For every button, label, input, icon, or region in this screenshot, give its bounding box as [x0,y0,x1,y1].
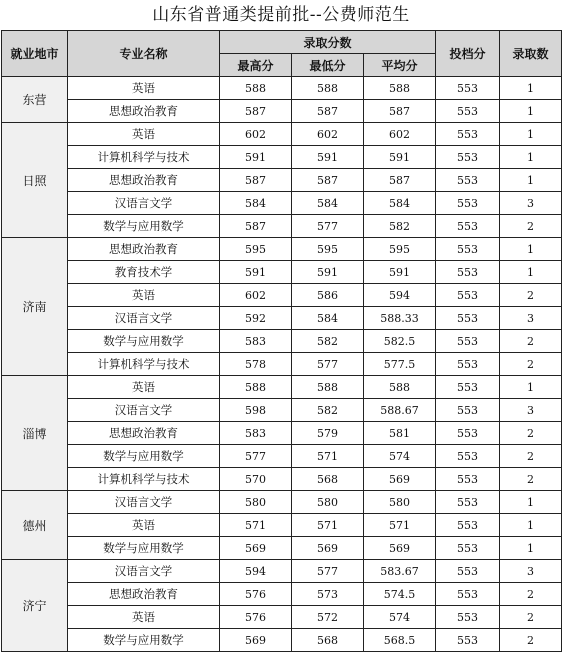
avg-score-cell: 574.5 [364,583,436,606]
major-cell: 汉语言文学 [68,399,220,422]
avg-score-cell: 582.5 [364,330,436,353]
table-row [2,215,562,238]
major-cell: 思想政治教育 [68,100,220,123]
header-major: 专业名称 [68,31,220,77]
avg-score-cell: 583.67 [364,560,436,583]
min-score-cell: 579 [292,422,364,445]
major-cell: 英语 [68,123,220,146]
major-cell: 计算机科学与技术 [68,146,220,169]
table-row [2,330,562,353]
major-cell: 数学与应用数学 [68,629,220,652]
avg-score-cell: 591 [364,261,436,284]
avg-score-cell: 581 [364,422,436,445]
table-row [2,399,562,422]
file-score-cell: 553 [436,445,500,468]
max-score-cell: 591 [220,146,292,169]
table-row [2,468,562,491]
max-score-cell: 587 [220,215,292,238]
max-score-cell: 592 [220,307,292,330]
max-score-cell: 591 [220,261,292,284]
admit-count-cell: 1 [500,146,562,169]
max-score-cell: 594 [220,560,292,583]
admit-count-cell: 2 [500,330,562,353]
file-score-cell: 553 [436,238,500,261]
table-row [2,629,562,652]
avg-score-cell: 594 [364,284,436,307]
max-score-cell: 587 [220,169,292,192]
admit-count-cell: 2 [500,606,562,629]
avg-score-cell: 574 [364,606,436,629]
major-cell: 数学与应用数学 [68,215,220,238]
admit-count-cell: 1 [500,537,562,560]
major-cell: 计算机科学与技术 [68,353,220,376]
admit-count-cell: 3 [500,192,562,215]
major-cell: 数学与应用数学 [68,330,220,353]
min-score-cell: 577 [292,353,364,376]
header-max: 最高分 [220,54,292,77]
major-cell: 英语 [68,376,220,399]
major-cell: 汉语言文学 [68,192,220,215]
file-score-cell: 553 [436,468,500,491]
min-score-cell: 591 [292,261,364,284]
max-score-cell: 602 [220,284,292,307]
file-score-cell: 553 [436,146,500,169]
city-cell: 日照 [2,123,68,238]
max-score-cell: 569 [220,629,292,652]
file-score-cell: 553 [436,215,500,238]
max-score-cell: 577 [220,445,292,468]
admission-score-table [1,30,562,652]
major-cell: 英语 [68,77,220,100]
avg-score-cell: 569 [364,468,436,491]
avg-score-cell: 588.67 [364,399,436,422]
file-score-cell: 553 [436,77,500,100]
admit-count-cell: 1 [500,238,562,261]
avg-score-cell: 569 [364,537,436,560]
max-score-cell: 587 [220,100,292,123]
max-score-cell: 588 [220,77,292,100]
table-row [2,100,562,123]
max-score-cell: 584 [220,192,292,215]
table-body [2,77,562,652]
admit-count-cell: 2 [500,445,562,468]
avg-score-cell: 568.5 [364,629,436,652]
major-cell: 思想政治教育 [68,169,220,192]
admit-count-cell: 1 [500,261,562,284]
min-score-cell: 588 [292,77,364,100]
table-header [2,31,562,77]
max-score-cell: 576 [220,606,292,629]
header-min: 最低分 [292,54,364,77]
max-score-cell: 598 [220,399,292,422]
table-row [2,583,562,606]
table-row [2,307,562,330]
min-score-cell: 568 [292,468,364,491]
city-cell: 德州 [2,491,68,560]
min-score-cell: 580 [292,491,364,514]
max-score-cell: 569 [220,537,292,560]
major-cell: 数学与应用数学 [68,537,220,560]
max-score-cell: 578 [220,353,292,376]
min-score-cell: 573 [292,583,364,606]
file-score-cell: 553 [436,330,500,353]
min-score-cell: 577 [292,560,364,583]
admit-count-cell: 1 [500,376,562,399]
avg-score-cell: 588 [364,376,436,399]
file-score-cell: 553 [436,376,500,399]
admit-count-cell: 1 [500,77,562,100]
city-cell: 东营 [2,77,68,123]
min-score-cell: 586 [292,284,364,307]
file-score-cell: 553 [436,491,500,514]
table-row [2,376,562,399]
header-city: 就业地市 [2,31,68,77]
max-score-cell: 595 [220,238,292,261]
min-score-cell: 595 [292,238,364,261]
city-cell: 济宁 [2,560,68,652]
avg-score-cell: 577.5 [364,353,436,376]
min-score-cell: 582 [292,330,364,353]
max-score-cell: 602 [220,123,292,146]
admit-count-cell: 1 [500,123,562,146]
major-cell: 英语 [68,514,220,537]
major-cell: 计算机科学与技术 [68,468,220,491]
major-cell: 汉语言文学 [68,491,220,514]
table-row [2,146,562,169]
header-score-group: 录取分数 [220,31,436,54]
min-score-cell: 582 [292,399,364,422]
admit-count-cell: 2 [500,629,562,652]
table-row [2,192,562,215]
min-score-cell: 584 [292,192,364,215]
min-score-cell: 602 [292,123,364,146]
file-score-cell: 553 [436,261,500,284]
major-cell: 汉语言文学 [68,560,220,583]
max-score-cell: 583 [220,422,292,445]
admit-count-cell: 1 [500,169,562,192]
header-file-score: 投档分 [436,31,500,77]
admit-count-cell: 2 [500,353,562,376]
header-avg: 平均分 [364,54,436,77]
file-score-cell: 553 [436,422,500,445]
table-row [2,261,562,284]
admit-count-cell: 2 [500,284,562,307]
admit-count-cell: 2 [500,468,562,491]
min-score-cell: 588 [292,376,364,399]
major-cell: 英语 [68,606,220,629]
file-score-cell: 553 [436,307,500,330]
page-title: 山东省普通类提前批--公费师范生 [152,5,410,25]
min-score-cell: 572 [292,606,364,629]
avg-score-cell: 591 [364,146,436,169]
file-score-cell: 553 [436,629,500,652]
admit-count-cell: 2 [500,583,562,606]
avg-score-cell: 571 [364,514,436,537]
max-score-cell: 580 [220,491,292,514]
avg-score-cell: 602 [364,123,436,146]
table-row [2,514,562,537]
table-row [2,238,562,261]
table-row [2,123,562,146]
min-score-cell: 577 [292,215,364,238]
avg-score-cell: 574 [364,445,436,468]
avg-score-cell: 587 [364,169,436,192]
table-row [2,169,562,192]
major-cell: 教育技术学 [68,261,220,284]
avg-score-cell: 587 [364,100,436,123]
avg-score-cell: 580 [364,491,436,514]
major-cell: 汉语言文学 [68,307,220,330]
file-score-cell: 553 [436,353,500,376]
header-count: 录取数 [500,31,562,77]
avg-score-cell: 588.33 [364,307,436,330]
major-cell: 思想政治教育 [68,583,220,606]
file-score-cell: 553 [436,606,500,629]
file-score-cell: 553 [436,583,500,606]
table-row [2,606,562,629]
max-score-cell: 588 [220,376,292,399]
file-score-cell: 553 [436,560,500,583]
avg-score-cell: 582 [364,215,436,238]
admit-count-cell: 3 [500,560,562,583]
city-cell: 淄博 [2,376,68,491]
min-score-cell: 584 [292,307,364,330]
admit-count-cell: 3 [500,399,562,422]
max-score-cell: 571 [220,514,292,537]
table-row [2,284,562,307]
file-score-cell: 553 [436,192,500,215]
min-score-cell: 569 [292,537,364,560]
table-row [2,537,562,560]
file-score-cell: 553 [436,169,500,192]
admit-count-cell: 1 [500,100,562,123]
min-score-cell: 587 [292,169,364,192]
table-row [2,422,562,445]
table-row [2,77,562,100]
avg-score-cell: 588 [364,77,436,100]
min-score-cell: 571 [292,514,364,537]
file-score-cell: 553 [436,537,500,560]
admit-count-cell: 2 [500,422,562,445]
avg-score-cell: 584 [364,192,436,215]
file-score-cell: 553 [436,100,500,123]
table-row [2,353,562,376]
min-score-cell: 591 [292,146,364,169]
file-score-cell: 553 [436,399,500,422]
admit-count-cell: 2 [500,215,562,238]
max-score-cell: 583 [220,330,292,353]
admit-count-cell: 1 [500,514,562,537]
table-row [2,491,562,514]
min-score-cell: 571 [292,445,364,468]
min-score-cell: 587 [292,100,364,123]
table-row [2,560,562,583]
admit-count-cell: 1 [500,491,562,514]
max-score-cell: 570 [220,468,292,491]
major-cell: 数学与应用数学 [68,445,220,468]
file-score-cell: 553 [436,123,500,146]
file-score-cell: 553 [436,284,500,307]
major-cell: 思想政治教育 [68,422,220,445]
min-score-cell: 568 [292,629,364,652]
city-cell: 济南 [2,238,68,376]
file-score-cell: 553 [436,514,500,537]
table-row [2,445,562,468]
avg-score-cell: 595 [364,238,436,261]
major-cell: 思想政治教育 [68,238,220,261]
admit-count-cell: 3 [500,307,562,330]
max-score-cell: 576 [220,583,292,606]
major-cell: 英语 [68,284,220,307]
